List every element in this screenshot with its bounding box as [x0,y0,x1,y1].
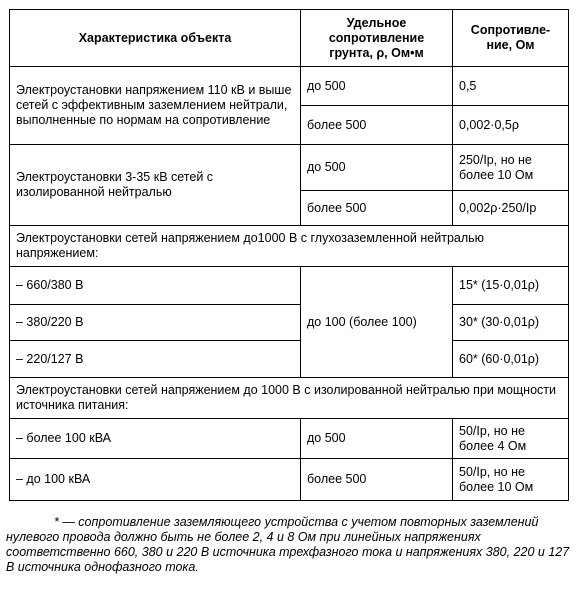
table-cell-resistance: 0,002·0,5ρ [453,106,569,145]
group-3-35kv-label: Электроустановки 3-35 кВ сетей с изолированной нейтралью [10,145,301,226]
table-cell-resistance: 50/Iр, но не более 4 Ом [453,419,569,459]
group-solid-grounded-label: Электроустановки сетей напряжением до1000 В с глухозаземленной нейтралью напряжением: [10,226,569,267]
grounding-resistance-table [9,9,569,501]
table-cell-power: – более 100 кВА [10,419,301,459]
header-resistance: Сопротивле-ние, Ом [453,10,569,67]
table-cell-resistance: 60* (60·0,01ρ) [453,341,569,378]
table-cell-voltage: – 660/380 В [10,267,301,305]
table-cell-soil: до 500 [301,145,453,191]
footnote: * — сопротивление заземляющего устройства с учетом повторных заземлений нулевого провода должно быть не более 2, 4 и 8 Ом при линейных напряжениях соответственно 660, 380 и 220 В источника трехфазного тока и напряжениях 380, 220 и 127 В источника однофазного тока. [6,515,570,574]
table-cell-voltage: – 220/127 В [10,341,301,378]
table-cell-resistance: 30* (30·0,01ρ) [453,305,569,341]
table-cell-resistance: 0,002ρ·250/Iр [453,191,569,226]
table-cell-voltage: – 380/220 В [10,305,301,341]
group-isolated-neutral-label: Электроустановки сетей напряжением до 1000 В с изолированной нейтралью при мощности источника питания: [10,378,569,419]
table-cell-resistance: 250/Iр, но не более 10 Ом [453,145,569,191]
table-cell-power: – до 100 кВА [10,459,301,501]
group-110kv-label: Электроустановки напряжением 110 кВ и выше сетей с эффективным заземлением нейтрали, выполненные по нормам на сопротивление [10,67,301,145]
table-cell-soil-merged: до 100 (более 100) [301,267,453,378]
table-cell-resistance: 15* (15·0,01ρ) [453,267,569,305]
header-soil-resistivity: Удельное сопротивление грунта, ρ, Ом•м [301,10,453,67]
table-cell-soil: до 500 [301,419,453,459]
table-cell-soil: более 500 [301,191,453,226]
table-cell-soil: более 500 [301,459,453,501]
table-cell-soil: более 500 [301,106,453,145]
header-object: Характеристика объекта [10,10,301,67]
table-cell-resistance: 50/Iр, но не более 10 Ом [453,459,569,501]
table-cell-soil: до 500 [301,67,453,106]
table-cell-resistance: 0,5 [453,67,569,106]
